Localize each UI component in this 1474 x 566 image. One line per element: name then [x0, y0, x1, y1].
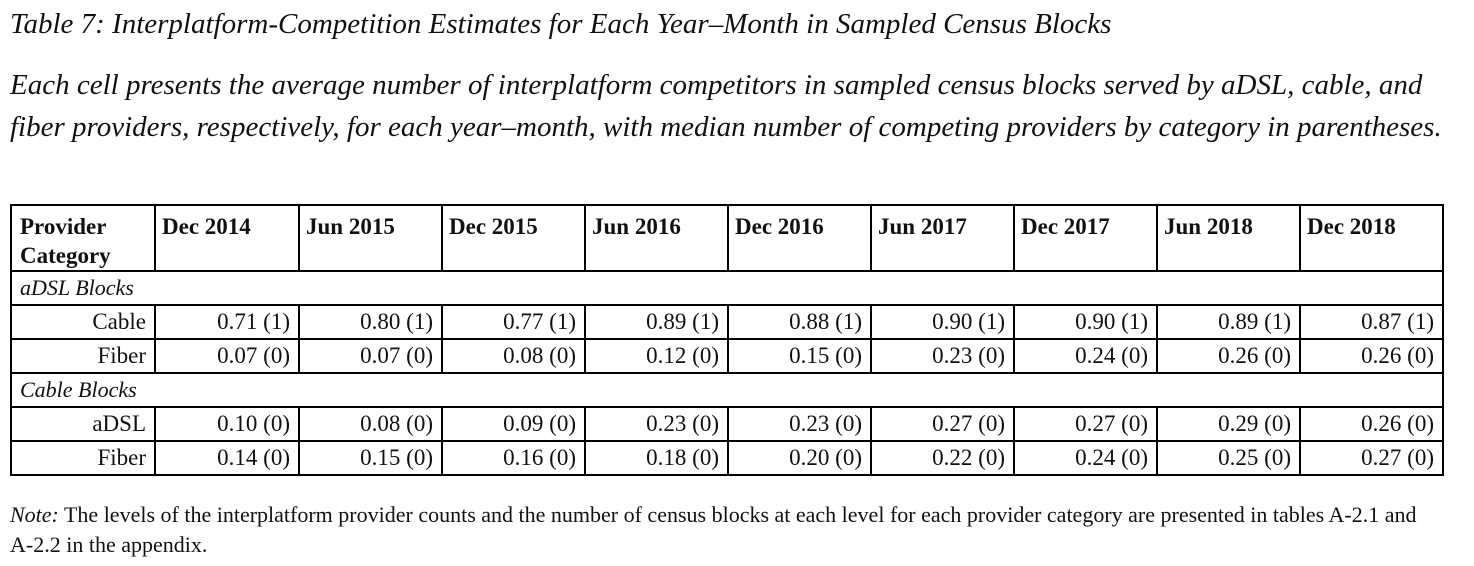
table-cell: 0.23 (0): [871, 339, 1014, 373]
row-label: Fiber: [11, 339, 155, 373]
column-header: Jun 2015: [299, 205, 442, 271]
section-title: aDSL Blocks: [11, 271, 1443, 305]
table-cell: 0.12 (0): [585, 339, 728, 373]
table-cell: 0.15 (0): [728, 339, 871, 373]
header-provider-label: Provider: [20, 214, 107, 239]
table-cell: 0.16 (0): [442, 441, 585, 475]
table-cell: 0.18 (0): [585, 441, 728, 475]
section-title: Cable Blocks: [11, 373, 1443, 407]
row-label: Cable: [11, 305, 155, 339]
table-cell: 0.71 (1): [155, 305, 299, 339]
table-caption-title: Table 7: Interplatform-Competition Estimates for Each Year–Month in Sampled Census Blocks: [10, 8, 1112, 40]
table-cell: 0.26 (0): [1157, 339, 1300, 373]
table-note: [10, 500, 1430, 560]
table-row: [11, 441, 1443, 475]
table-cell: 0.88 (1): [728, 305, 871, 339]
table-header-row: [11, 205, 1443, 271]
table-cell: 0.08 (0): [299, 407, 442, 441]
column-header: Jun 2018: [1157, 205, 1300, 271]
note-lead: Note:: [10, 502, 59, 527]
table-cell: 0.23 (0): [585, 407, 728, 441]
table-cell: 0.87 (1): [1300, 305, 1443, 339]
row-label: aDSL: [11, 407, 155, 441]
column-header: Dec 2017: [1014, 205, 1157, 271]
table-cell: 0.20 (0): [728, 441, 871, 475]
column-header: Dec 2014: [155, 205, 299, 271]
table-cell: 0.09 (0): [442, 407, 585, 441]
header-category-label: Category: [20, 243, 111, 268]
table-cell: 0.27 (0): [871, 407, 1014, 441]
table-cell: 0.90 (1): [1014, 305, 1157, 339]
table-cell: 0.22 (0): [871, 441, 1014, 475]
table-cell: 0.80 (1): [299, 305, 442, 339]
table-cell: 0.26 (0): [1300, 407, 1443, 441]
table-cell: 0.07 (0): [299, 339, 442, 373]
table-cell: 0.08 (0): [442, 339, 585, 373]
table-row: [11, 339, 1443, 373]
table-cell: 0.90 (1): [871, 305, 1014, 339]
table-row: [11, 305, 1443, 339]
table-cell: 0.07 (0): [155, 339, 299, 373]
note-text: The levels of the interplatform provider counts and the number of census blocks at each level for each provider category are presented in tables A-2.1 and A-2.2 in the appendix.: [10, 502, 1417, 557]
table-cell: 0.14 (0): [155, 441, 299, 475]
table-cell: 0.24 (0): [1014, 339, 1157, 373]
section-row-adsl-blocks: [11, 271, 1443, 305]
table-cell: 0.24 (0): [1014, 441, 1157, 475]
table-cell: 0.29 (0): [1157, 407, 1300, 441]
table-cell: 0.15 (0): [299, 441, 442, 475]
table-cell: 0.27 (0): [1300, 441, 1443, 475]
section-row-cable-blocks: [11, 373, 1443, 407]
table-caption-description: Each cell presents the average number of interplatform competitors in sampled census blocks served by aDSL, cable, and fiber providers, respectively, for each year–month, with median number of competing providers by category in parentheses.: [10, 69, 1442, 143]
table-cell: 0.27 (0): [1014, 407, 1157, 441]
table-cell: 0.25 (0): [1157, 441, 1300, 475]
column-header: Dec 2015: [442, 205, 585, 271]
column-header: Jun 2017: [871, 205, 1014, 271]
header-provider-category: [11, 205, 155, 271]
table-cell: 0.10 (0): [155, 407, 299, 441]
table-row: [11, 407, 1443, 441]
table-cell: 0.89 (1): [585, 305, 728, 339]
table-cell: 0.23 (0): [728, 407, 871, 441]
table-cell: 0.26 (0): [1300, 339, 1443, 373]
competition-table: [10, 204, 1444, 476]
column-header: Dec 2016: [728, 205, 871, 271]
table-cell: 0.89 (1): [1157, 305, 1300, 339]
row-label: Fiber: [11, 441, 155, 475]
column-header: Jun 2016: [585, 205, 728, 271]
table-cell: 0.77 (1): [442, 305, 585, 339]
column-header: Dec 2018: [1300, 205, 1443, 271]
